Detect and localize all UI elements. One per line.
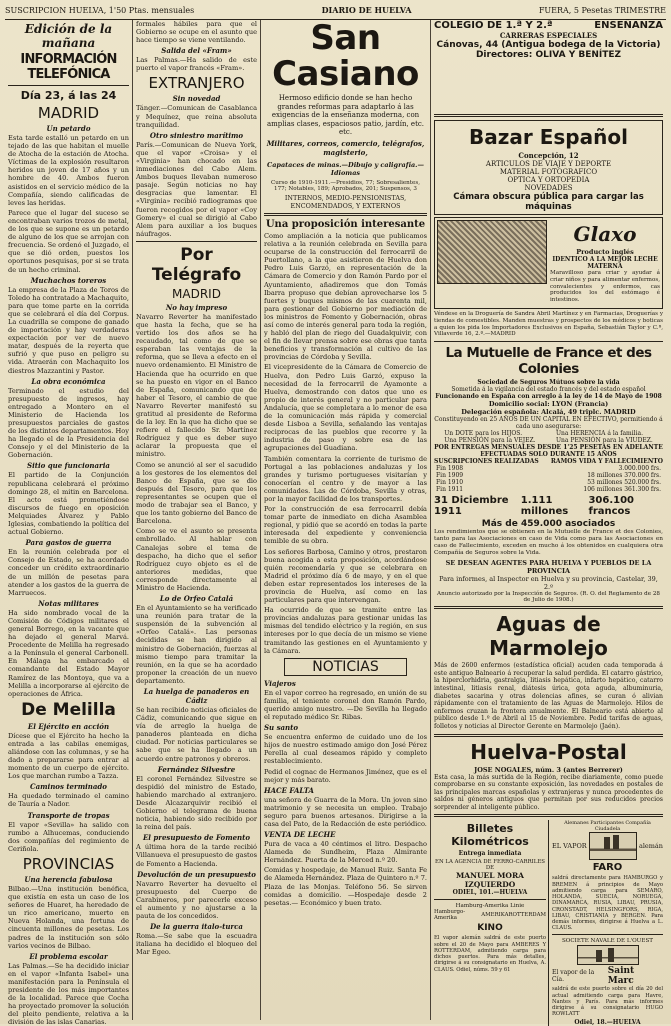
route-label: Hamburgo-Amerika: [434, 909, 466, 922]
mutuelle-line: Constituyendo en 25 AÑOS DE UN CAPITAL EN EFECTIVO, permitiendo á cada uno asegurarse:: [434, 416, 663, 431]
news-body: La empresa de la Plaza de Toros de Toledo ha contratado a Machaquito, para que tome parte en la corrida que se celebrará el día del Corpus. La cuadrilla se compone de ganado de importación y hay verdaderas expectación por ver de nuevo matar, después de la reyerta que sufrió y que puso en peligro su vida. Atraerán con Machaquito los diestros Mazzantini y Pastor.: [8, 285, 129, 375]
news-body: Como se anunció al ser el sacudido a los gestores de los elementos del Banco de España, que se dio después del Tesoro, para que los representantes se ocupen que el modo de trabajar sea el Banco, y que los tanto gobierno del Banco de Barcelona.: [136, 460, 257, 526]
glaxo-line: IDENTICO A LA MEJOR LECHE MATERNA: [552, 256, 658, 270]
article-heading: Una proposición interesante: [265, 218, 426, 230]
news-heading: El problema escolar: [29, 951, 108, 961]
subscription-local: SUSCRIPCION HUELVA, 1'50 Ptas. mensuales: [5, 5, 195, 15]
mutuelle-line: Para informes, al Inspector en Huelva y su provincia, Castelar, 39, 2.º: [439, 575, 658, 592]
table-row: [434, 486, 663, 493]
news-heading: De la guerra italo-turca: [150, 922, 243, 932]
bazar-line: OPTICA Y ORTOPEDIA: [507, 176, 590, 184]
glaxo-line: Producto inglés: [576, 248, 634, 256]
news-heading: Fernández Silvestre: [157, 764, 236, 774]
table-row: [434, 479, 663, 486]
news-heading: Su santo: [264, 723, 299, 733]
hamburg-title: Hamburg-Amerika Linie: [455, 903, 525, 910]
table-cell: 53 millones 520.000 frs.: [587, 479, 661, 487]
news-body: A última hora de la tarde recibió Villanueva el presupuesto de gastos de Fomento a Hacienda.: [136, 843, 257, 868]
news-heading: Salida del «Fram»: [161, 46, 232, 56]
faro-company: Alemanes Participantes Compañía Ciudadela: [564, 820, 651, 833]
extranjero-heading: EXTRANJERO: [148, 74, 245, 93]
news-heading: Lo de Orfeo Catalá: [159, 594, 234, 604]
aleman-label: alemán: [638, 842, 663, 851]
saint-body: saldrá de este puerto sobre el día 20 del actual admitiendo carga para Havre, Nantes y París. Para más informes dirigirse á su consignatario HUGO ROWLATT: [552, 986, 663, 1018]
mutuelle-line: Sometida á la vigilancia del estado francés y del estado español: [451, 386, 646, 394]
aguas-title: Aguas de Marmolejo: [489, 612, 608, 661]
ad-line: Curso de 1910-1911.—Presidios, 77; Sobresalientes, 177; Notables, 189; Aprobados, 201; Suspensos, 3: [271, 179, 420, 192]
bazar-title: Bazar Español: [469, 125, 628, 149]
noticias-heading: NOTICIAS: [284, 658, 407, 676]
mutuelle-line: Domicilio social: LYON (Francia): [488, 400, 609, 409]
news-body: Comidas y hospedaje, de Manuel Ruiz. Santa Fe de Alameda Hernández. Plaza de Quintero n.º 7. Plaza de las Monjas. Teléfono 56. Se sirven comidas a domicilio. —Hospedaje desde 2 pesetas.— Económico y buen trato.: [264, 866, 427, 907]
mutuelle-option: Un DOTE para los HIJOS.: [444, 430, 523, 438]
news-body: En el vapor correo ha regresado, en unión de su familia, el teniente coronel don Ramón Pardo, querido amigo nuestro. —De Sevilla ha llegado el reputado médico Sr. Ribas.: [264, 688, 427, 722]
billetes-address: ODIEL, 101.—HUELVA: [452, 889, 528, 897]
news-body: El vapor «Sevilla» ha salido con rumbo a Alhucemas, conduciendo dos compañías del regimiento de Ceriñola.: [8, 820, 129, 853]
san-casiano-title: San Casiano: [272, 18, 419, 94]
mutuelle-line: POR ENTREGAS MENSUALES DESDE 1'25 PESETAS EN ADELANTE EFECTUADAS SOLO DURANTE 15 AÑOS: [434, 444, 663, 459]
edition-title: Edición de la mañana: [24, 22, 113, 50]
news-heading: Una herencia fabulosa: [24, 874, 113, 884]
glaxo-footer: Véndese en la Droguería de Sandra Abril Martínez y en Farmacias, Droguerías y tiendas de comestibles. Manden muestras y prospectos de los médicos y boticas a quien los pida los Importadores Exclusivos en España, Sebastián Taylor y C.ª, Villaverde 16, 2.º.—MADRID: [434, 310, 663, 338]
carreras-line: CARRERAS ESPECIALES: [499, 31, 598, 40]
article-body: Ha ocurrido de que se tramite entre las provincias andaluzas para gestionar unidas las mismas del tendido eléctrico y la región, en sus intereses por lo que decía de un mismo se viene tramitando las gestiones en el Ayuntamiento y la Cámara.: [264, 606, 427, 655]
table-cell: Fin 1911: [436, 486, 464, 494]
madrid-heading-2: MADRID: [172, 286, 221, 301]
madrid-heading: MADRID: [37, 104, 100, 122]
column-1: [5, 20, 133, 1026]
mutuelle-line: Funcionando en España con arreglo á la ley de 14 de Mayo de 1908: [435, 393, 662, 401]
billetes-line: EN LA AGENCIA DE FERRO-CARRILES DE: [435, 859, 545, 872]
news-heading: Sitio que funcionaria: [27, 461, 110, 471]
bazar-ad: [434, 120, 663, 215]
news-body: Pedid el cognac de Hermanos Jiménez, que es el mejor y más barato.: [264, 767, 427, 784]
ad-line: INTERNOS, MEDIO-PENSIONISTAS, ENCOMENDADOS, Y EXTERNOS: [284, 193, 407, 210]
mother-child-illustration: [437, 220, 547, 284]
table-row: [434, 472, 663, 479]
totals-members: Más de 459.000 asociados: [481, 519, 616, 530]
billetes-agent: MANUEL MORA IZQUIERDO: [455, 871, 524, 890]
news-body: Parece que el lugar del suceso se encontraban varios trozos de metal, de los que se supone es un petardo de alguno de los que se arrojan con frecuencia. Se ordenó el Juzgado, el que se dió orden, puestos los oportunos pesquisas, por si se trata de un hecho criminal.: [8, 208, 129, 274]
article-body: Los señores Barbosa, Camino y otros, prestaron buena acogida a esta proposición, acordándose quién recomendaría y que se celebrara en Madrid el próximo día 6 de mayo, y en el que deben estar representados los intereses de la provincia de Huelva, así como en las particulares para que intervengan.: [264, 547, 427, 605]
saint-marc-title: Saint Marc: [607, 966, 635, 987]
news-heading: Notas militares: [38, 598, 99, 608]
ad-line: Militares, correos, comercio, telégrafos, magisterio,: [266, 138, 425, 157]
column-4: [431, 20, 666, 1026]
news-body: Navarro Reverter ha manifestado que hasta la fecha, que se ha vertido los dos años se ha recaudado, tal como de que se esperaban las ventajas de la reforma, que se lleva a efecto en el nuevo ordenamiento. El Ministro de Hacienda que ha ocurrido en que se ha puesto en vigor en el Banco de España, comunicando que de haber el Tesoro, el cambio de que Navarro Reverter manifestó su gratitud al presidente de Reforma de la ley. En la que ha dicho que se refiere el fallecido Sr. Martínez Rodríguez y que es deber suyo aclarar la propuesta que el ministro.: [136, 312, 257, 459]
news-body: Dícese que el Ejército ha hecho la entrada a las cabilas enemigas, aliándose con las columnas, y se ha dado a prepararse para entrar al momento de un cuerpo de ejército. Los que marchan rumbo a Tazza.: [8, 731, 129, 781]
column-2: [133, 20, 261, 1020]
table-cell: Fin 1910: [436, 479, 464, 487]
news-heading: Para gastos de guerra: [25, 538, 112, 548]
route-label: ROTTERDAM: [508, 912, 546, 919]
news-body: una señora de Guarra de la Mora. Un joven sino matrimonio y se necesita un empleo. Trabajo seguro para buenos artesanos. Dirigirse a la casa del Pato, de la Redacción de este periódico.: [264, 795, 427, 828]
mutuelle-line: SE DESEAN AGENTES PARA HUELVA Y PUEBLOS DE LA PROVINCIA: [445, 559, 652, 576]
news-body: Se han recibido noticias oficiales de Cádiz, comunicando que sigue en vía de arreglo la huelga de panaderos planteada en dicha ciudad. Por noticias particulares se sabe que se ha llegado a un acuerdo entre patronos y obreros.: [136, 706, 257, 763]
ad-line: Capataces de minas.—Dibujo y caligrafía.—Idiomas: [267, 160, 424, 177]
news-body: El coronel Fernández Silvestre se despidió del ministro de Estado, habiendo marchado al extranjero. Desde Alcazarquivir recibió el Gobierno el telegrama de buena noticia, habiendo sido recibido por la reina del país.: [136, 774, 257, 832]
article-body: Por la construcción de esa ferrocarril debía tomar parte de inmediato en dicha Asamblea regional, y pidió que se acordó en todas la parte interesada del expediente y conveniencia temible de su obra.: [264, 505, 427, 546]
article-body: También comentara la corriente de turismo de Portugal a las poblaciones andaluzas y los grandes y turismo portugueses visitarían y conocerían el centro y de mayor a las comunidades. Las de Córdoba, Sevilla y otras, por la mayor facilidad de los transportes.: [264, 454, 427, 503]
saint-address: Odiel, 18.—HUELVA: [574, 1019, 641, 1026]
totals-francs: 306.100 francos: [588, 495, 635, 518]
table-cell: 3.000.000 frs.: [618, 465, 661, 473]
mutuelle-option: Una HERENCIA á la familia.: [556, 430, 643, 438]
news-heading: El Ejército en acción: [27, 721, 110, 731]
ship-illustration: [577, 945, 639, 965]
news-body: Pura de vaca a 40 céntimos el litro. Despacho Alameda de Sundheim, Plaza Almirante Hernández. Puerta de la Merced n.º 20.: [264, 840, 427, 865]
article-body: El vicepresidente de la Cámara de Comercio de Huelva, don Pedro Luis Garzó, expuso la necesidad de la ferrocarril de Ayamonte a Huelva, demostrando con datos que uno es propio de interés general y no particular para Andalucía, que se completara a lo menor de esa de la comunicación más rápida y comercial desde Lisboa a Sevilla, señalando las ventajas reciprocas de las pueblos que recorre y la industria de paso y sobre esa de las agrupaciones del Guadiana.: [264, 363, 427, 453]
el-vapor-label: EL VAPOR: [552, 842, 587, 851]
news-heading: Devolución de un presupuesto: [137, 869, 256, 879]
totals-date: 31 Diciembre 1911: [434, 495, 509, 518]
aguas-body: Más de 2600 enfermos (estadística oficial) acuden cada temporada á este antiguo Balneario á recuperar la salud perdida. El catarro gástrico, la hiperclorhidria, gastralgia, litiasis hepática, infarto hepático, catarro intestinal, litiasis renal, diátesis úrica, gota aguda, albuminuria, diabetes sacarina y otras dolencias afines, se curan ó alivian rápidamente con el tratamiento de las Aguas de Marmolejo. Hilos de enfermos cruzan la frontera anualmente. El Balneario está abierto al público desde 1.º de Abril al 15 de Noviembre. Pedid tarifas de aguas, folletos y noticias al Director Gerente en Marmolejo (Jaén).: [434, 662, 663, 730]
postal-address: JOSE NOGALES, núm. 3 (antes Berrerer): [474, 765, 623, 774]
mutuelle-option: Una PENSIÓN para la VEJEZ.: [444, 437, 536, 445]
colegio-title: COLEGIO DE 1.ª Y 2.ª: [434, 20, 553, 31]
news-body: Las Palmas.—Se ha decidido iniciar en el vapor «Infanta Isabel» una manifestación para la Península el presidente de los más importantes de la localidad. Parece que Cocha ha proyectado promover la solución del pleito pendiente, relativa a la división de las islas Canarias.: [8, 961, 129, 1026]
mutuelle-line: Anuncio autorizado por la Inspección de Seguros. (R. O. del Reglamento de 28 de Julio de 1908.): [437, 591, 660, 604]
newspaper-name: DIARIO DE HUELVA: [321, 5, 412, 15]
news-heading: VENTA DE LECHE: [264, 830, 336, 840]
telegrafo-heading: Por Telégrafo: [151, 244, 242, 285]
news-body: Se encuentra enfermo de cuidado uno de los hijos de nuestro estimado amigo don José Pérez Perella al cual deseamos rápido y completo restablecimiento.: [264, 733, 427, 766]
dateline: Día 23, á las 24: [20, 89, 117, 102]
article-body: Como ampliación a la noticia que publicamos relativa a la reunión celebrada en Sevilla para ocuparse de la construcción del ferrocarril de Puertollano, a la que asistieron de Huelva don Pedro Luis Garzó, en representación de la Cámara de Comercio y don Ramón Pardo por el Ayuntamiento, añadiremos que don Tomás Ibarra propuso que debían aprovecharse los 5 fuertes y buques mismos de las cuarenta mil, para gestionar del Gobierno por mediación de los ministros de Fomento y Gobernación, obras así como de interés general para toda la región, y habló del plan de riego del Guadalquivir, con el fin de llevar prensa sobre ese obras que tanta beneficios y transformación al cultivo de las provincias de Córdoba y Sevilla.: [264, 231, 427, 362]
subscriptions-title: SUSCRIPCIONES REALIZADAS: [434, 458, 539, 466]
news-body: Las Palmas.—Ha salido de este puerto el vapor francés «Fram».: [136, 56, 257, 73]
billetes-sub: Entrega inmediata: [458, 850, 522, 858]
news-heading: No hay impreso: [165, 302, 228, 312]
colegio-header: [434, 20, 663, 31]
bazar-line: NOVEDADES: [524, 184, 573, 192]
saint-label: El vapor de la Cía.: [552, 969, 595, 984]
ad-body: Hermoso edificio donde se han hecho grandes reformas para adaptarlo á las exigencias de la enseñanza moderna, con amplias clases, espaciosos patio, jardín, etc. etc.: [266, 94, 425, 137]
table-cell: 18 millones 370.000 frs.: [587, 472, 661, 480]
news-body: En la reunión celebrada por el Consejo de Estado, se ha acordado conceder un crédito extraordinario de un millón de pesetas para atender a los gastos de la guerra de Marruecos.: [8, 548, 129, 597]
bazar-camara: Cámara obscura pública para cargar las máquinas: [453, 192, 644, 212]
table-cell: Fin 1909: [436, 472, 464, 480]
news-heading: El presupuesto de Fomento: [142, 833, 251, 843]
news-body: Roma.—Se sabe que la escuadra italiana ha decidido el bloqueo del Mar Egeo.: [136, 932, 257, 957]
subscription-outside: FUERA, 5 Pesetas TRIMESTRE: [538, 5, 666, 15]
billetes-title: Billetes Kilométricos: [451, 822, 529, 849]
news-body: Ha quedado terminado el camino de Tauría a Nador.: [8, 792, 129, 809]
subscriptions-branch: RAMOS VIDA Y FALLECIMIENTO: [550, 458, 663, 466]
news-heading: HACE FALTA: [264, 785, 314, 795]
mutuelle-line: Sociedad de Seguros Mútuos sobre la vida: [477, 379, 620, 387]
news-heading: La huelga de panaderos en Cádiz: [143, 687, 250, 705]
news-heading: Viajeros: [264, 678, 296, 688]
news-body: París.—Comunican de Nueva York, que el vapor «Croisa» y el «Virginia» han chocado en las inmediaciones del Cabo Alem. Ambos buques llevaban numeroso pasaje. Según noticias no hay desgracias que lamentar. El «Virginia» recibió radiogramas que fueron recogidos por el vapor «Coy Gomery» el cual se dirigió al Cabo Alem para auxiliar a los buques náufragos.: [136, 140, 257, 238]
navale-title: SOCIETE NAVALE DE L'OUEST: [561, 938, 654, 945]
news-heading: Caminos terminado: [30, 782, 107, 792]
news-heading: Sin novedad: [172, 94, 221, 104]
postal-title: Huelva-Postal: [470, 739, 627, 764]
mutuelle-line: Delegación española: Alcalá, 49 triplc. MADRID: [461, 408, 636, 417]
news-heading: La obra económica: [31, 376, 106, 386]
postal-body: Esta casa, la más surtida de la Región, recibe diariamente, como puede comprobarse en su constante exposición, las novedades en postales de las principales marcas españolas y extranjeras y nunca procedentes de saldos ni géneros antiguos que permitan por sus reducidos precios sorprender al inteligente público.: [434, 773, 663, 811]
colegio-directors: Directores: OLIVA Y BENÍTEZ: [475, 50, 622, 60]
news-body: En el Ayuntamiento se ha verificado una reunión para tratar de la suspensión de la subvención al «Orfeo Catalá». Las personas decididas se han dirigido al ministro de Gobernación, fuerzas al mismo tiempo para tramitar la reunión, en la que se ha acordado proponer la creación de un nuevo departamento.: [136, 604, 257, 685]
news-body: Ha sido nombrado vocal de la Comisión de Códigos militares el general Borrego, en la vacante que ha dejado el general Marvá. Procedente de Melilla ha regresado a la Península el general Carbonell. En Málaga ha embarcado el comandante del Estado Mayor Ramírez de las Montoya, que va a Melilla a incorporarse al ejército de operaciones de África.: [8, 608, 129, 698]
glaxo-ad: [434, 217, 663, 309]
table-row: [434, 465, 663, 472]
glaxo-body: Maravilloso para criar y ayudar á criar niños y para alimentar enfermos, convalecientes y enfermos, cas producidos los del estómago é intestinos.: [550, 270, 660, 304]
news-heading: Transporte de tropas: [27, 810, 110, 820]
section-title: INFORMACIÓN TELEFÓNICA: [20, 52, 117, 82]
faro-body: saldrá directamente para HAMBURGO y BREMEN á principios de Mayo admitiendo carga para SEMARO, HOLANDA, SUECIA, NORUEGA, DINAMARCA, RUSIA, LIBAU, PRUSIA, CRONSTADT, HELSINGFORS, RIGA, LIBAU, CRISTIANIA y BERGEN. Para demás informes, dirigirse á Huelva a L. CLAUS.: [552, 875, 663, 932]
bazar-address: Concepción, 12: [518, 151, 579, 160]
news-body: Navarro Reverter ha devuelto el presupuesto del Cuerpo de Carabineros, por parecerle exceso el aumento y no ajustarse a la pauta de los concedidos.: [136, 879, 257, 920]
news-heading: Un petardo: [46, 124, 91, 133]
faro-title: FARO: [592, 862, 623, 874]
columns: [5, 18, 666, 1026]
column-3: [261, 20, 431, 1020]
news-body: Tánger.—Comunican de Casablanca y Mequínez, que reina absoluta tranquilidad.: [136, 104, 257, 129]
mutuelle-title: La Mutuelle de France et des Colonies: [445, 345, 652, 378]
mutuelle-body: Los rendimientos que se obtienen en la Mutuelle de France et des Colonies, tanto para las Asociaciones en caso de Vida como para las Asociaciones en caso de Fallecimiento, exceden en mucho á los obtenidos en cualquiera otra Compañía de Seguros sobre la Vida.: [434, 529, 663, 557]
bazar-line: MATERIAL FOTOGRAFICO: [499, 168, 598, 176]
colegio-title-end: ENSEÑANZA: [594, 20, 663, 31]
melilla-heading: De Melilla: [21, 699, 116, 720]
news-body: Terminado el estudio del presupuesto de ingresos, hay entregado a Montero en el Ministerio de Hacienda los presupuestos parciales de gastos de los distintos departamentos. Hoy ha llegado el de la Presidencia del Consejo y el del Ministerio de la Gobernación.: [8, 386, 129, 460]
table-cell: 106 millones 361.300 frs.: [583, 486, 661, 494]
provincias-heading: PROVINCIAS: [22, 854, 115, 873]
mutuelle-option: Una PENSIÓN para la VIUDEZ.: [556, 437, 653, 445]
ship-illustration: [589, 832, 637, 860]
news-heading: Otro siniestro marítimo: [149, 130, 244, 140]
colegio-address: Cánovas, 44 (Antigua bodega de la Victoria): [436, 40, 661, 50]
table-cell: Fin 1908: [436, 465, 464, 473]
glaxo-logo: Glaxo: [573, 222, 637, 246]
news-body: formales hábiles para que el Gobierno se ocupe en el asunto que hace tiempo se viene ventilando.: [136, 20, 257, 45]
route-label: AMERIKA: [481, 912, 509, 919]
news-body: Bilbao.—Una institución benéfica, que existía en esta un caso de los señores de Huaret, ha heredado de un rico americano, muerto en Nueva Holanda, una fortuna de cincuenta millones de pesetas. Los padres de la institución son sólo varios vecinos de Bilbao.: [8, 884, 129, 950]
news-body: Como se ve el asunto se presenta embrollado. Al hablar con Canalejas sobre el tema de despacho, ha dicho que el señor Rodríguez cuyo objeto es el de anteriores medidas, que corresponde directamente al Ministro de Hacienda.: [136, 527, 257, 592]
news-body: Esta tarde estalló un petardo en un tejado de las que habitan el muelle de Atocha de la estación de Atocha. Víctimas de la explosión resultaron heridos un joven de 17 años y un hombre de 40. Ambos fueron asistidos en el servicio médico de la Compañía, siendo calificadas de leves las heridas.: [8, 134, 129, 207]
subscriptions-table: [434, 465, 663, 493]
bazar-line: ARTICULOS DE VIAJE Y DEPORTE: [485, 160, 612, 168]
kino-title: KINO: [477, 923, 503, 934]
totals-capital: 1.111 millones: [520, 495, 569, 518]
news-body: El partido de la Conjunción republicana celebrará el próximo domingo 28, el mitin en Barcelona. El acto está prometiéndose discursos de fuego en oposición Melquiades Álvarez y Pablo Iglesias, combatiendo la política del actual Gobierno.: [8, 471, 129, 537]
news-heading: Muchachos toreros: [30, 275, 107, 285]
kino-body: El vapor alemán saldrá de este puerto sobre el 20 de Mayo para AMBERES Y ROTTERDAM, admitiendo carga para dichos puertos. Para más detalles, dirigirse á su consignatario en Huelva, A. CLAUS. Odiel, núms. 59 y 61: [434, 935, 546, 973]
